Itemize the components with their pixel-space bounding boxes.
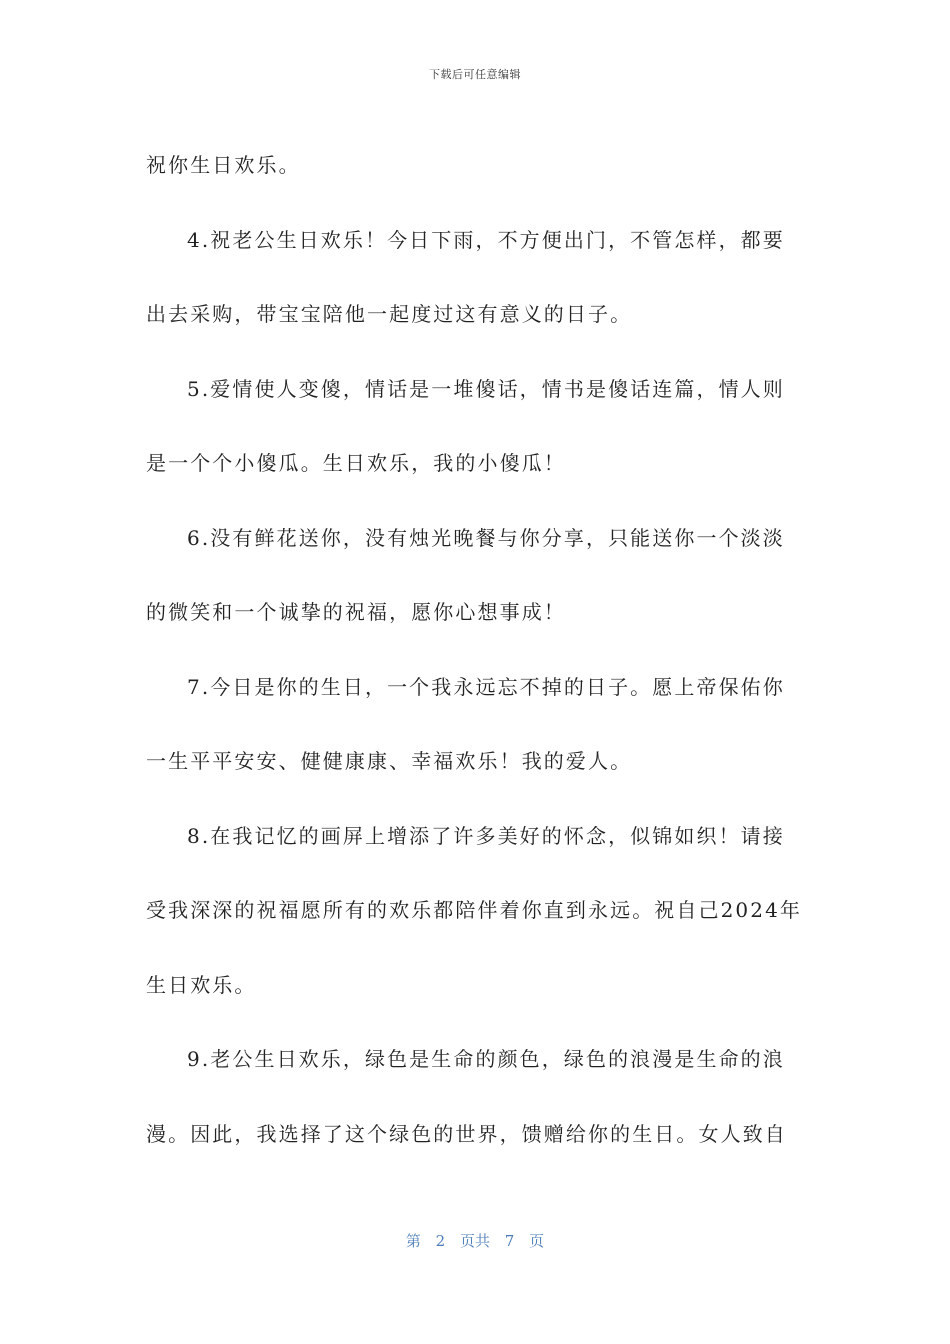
paragraph-7-start: 7.今日是你的生日，一个我永远忘不掉的日子。愿上帝保佑你 [187,674,785,699]
text-line: 是一个个小傻瓜。生日欢乐，我的小傻瓜！ [146,451,566,475]
text-line: 受我深深的祝福愿所有的欢乐都陪伴着你直到永远。祝自己2024年 [146,898,802,922]
text-line: 生日欢乐。 [146,972,257,997]
page-number-footer: 第 2 页共 7 页 [405,1232,545,1250]
text-line: 的微笑和一个诚挚的祝福，愿你心想事成！ [146,600,566,624]
text-line: 一生平平安安、健健康康、幸福欢乐！我的爱人。 [146,749,633,773]
text-line: 祝你生日欢乐。 [146,153,301,177]
page-header: 下载后可任意编辑 [429,68,521,81]
paragraph-5-start: 5.爱情使人变傻，情话是一堆傻话，情书是傻话连篇，情人则 [187,376,785,401]
paragraph-9-start: 9.老公生日欢乐，绿色是生命的颜色，绿色的浪漫是生命的浪 [187,1047,785,1071]
paragraph-6-start: 6.没有鲜花送你，没有烛光晚餐与你分享，只能送你一个淡淡 [187,525,785,550]
text-line: 漫。因此，我选择了这个绿色的世界，馈赠给你的生日。女人致自 [146,1121,787,1146]
paragraph-4-start: 4.祝老公生日欢乐！今日下雨，不方便出门，不管怎样，都要 [187,227,785,252]
document-body [146,128,806,1171]
text-line: 出去采购，带宝宝陪他一起度过这有意义的日子。 [146,302,633,326]
paragraph-8-start: 8.在我记忆的画屏上增添了许多美好的怀念，似锦如织！请接 [187,823,785,848]
